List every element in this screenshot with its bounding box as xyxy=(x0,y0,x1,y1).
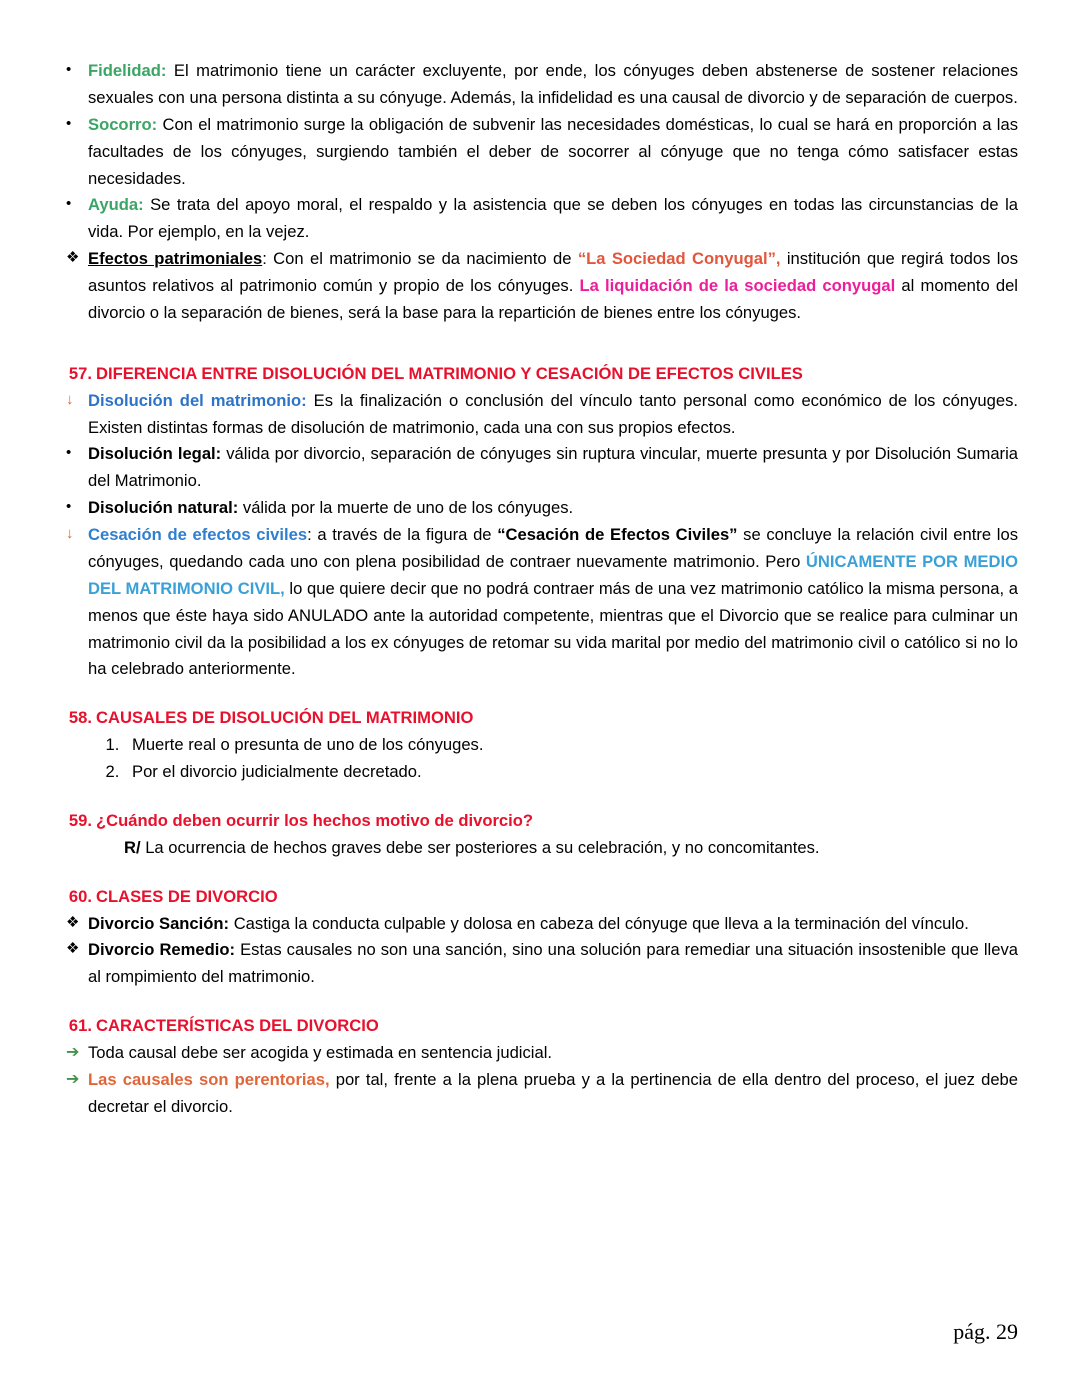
list-item xyxy=(62,192,1018,246)
term-label: Las causales son perentorias, xyxy=(88,1069,330,1089)
page-number-footer: pág. 29 xyxy=(953,1319,1018,1344)
answer-label: R/ xyxy=(124,837,141,857)
question-number: 57. xyxy=(68,363,92,383)
diamond-bullet-icon: ❖ xyxy=(66,913,80,931)
term-label: Disolución natural: xyxy=(88,498,239,518)
spacer xyxy=(62,786,1018,808)
term-label: Divorcio Sanción: xyxy=(88,913,230,933)
list-item xyxy=(62,246,1018,327)
highlighted-text: ÚNICAMENTE POR MEDIO DEL MATRIMONIO CIVIL, xyxy=(88,551,1018,598)
term-text: Es la finalización o conclusión del vínculo tanto personal como económico de los cónyuges. Existen distintas formas de disolución de matrimonio, cada una con sus propios efectos. xyxy=(88,390,1018,437)
arrow-down-icon: ↓ xyxy=(66,525,74,542)
question-number: 61. xyxy=(68,1016,92,1036)
efectos-patrimoniales-list xyxy=(62,246,1018,327)
list-item xyxy=(62,1040,1018,1067)
term-label: Fidelidad: xyxy=(88,61,167,80)
term-text-1: : Con el matrimonio se da nacimiento de xyxy=(262,249,578,269)
spacer xyxy=(62,991,1018,1013)
arrow-right-icon: ➔ xyxy=(66,1044,80,1061)
term-text: Con el matrimonio surge la obligación de subvenir las necesidades domésticas, lo cual se hará en proporción a las facultades de los cónyuges, surgiendo también el deber de socorrer al cónyuge que no tenga cómo satisfacer estas necesidades. xyxy=(88,114,1018,188)
list-item xyxy=(62,58,1018,112)
term-text: Toda causal debe ser acogida y estimada en sentencia judicial. xyxy=(88,1043,552,1062)
term-text: Castiga la conducta culpable y dolosa en cabeza del cónyuge que lleva a la terminación del vínculo. xyxy=(229,913,969,933)
list-item: 1. Muerte real o presunta de uno de los cónyuges. xyxy=(124,732,1018,759)
list-item xyxy=(62,937,1018,991)
term-label: Divorcio Remedio: xyxy=(88,940,236,960)
question-title: DIFERENCIA ENTRE DISOLUCIÓN DEL MATRIMONIO Y CESACIÓN DE EFECTOS CIVILES xyxy=(96,363,803,383)
term-label: Disolución legal: xyxy=(88,444,222,464)
list-item xyxy=(62,441,1018,495)
question-heading-57 xyxy=(62,361,1018,388)
question-heading-59 xyxy=(62,808,1018,835)
term-text: válida por divorcio, separación de cónyuges sin ruptura vincular, muerte presunta y por Disolución Sumaria del Matrimonio. xyxy=(88,444,1018,491)
question-heading-60 xyxy=(62,884,1018,911)
q59-answer xyxy=(124,835,1018,862)
page-content xyxy=(62,58,1018,1121)
term-text-2: se concluye la relación civil entre los cónyuges, quedando cada uno con plena posibilidad de contraer nuevamente matrimonio. Pero xyxy=(88,525,1019,571)
q58-numbered-list xyxy=(62,732,1018,786)
diamond-bullet-icon: ❖ xyxy=(66,940,80,958)
question-title: ¿Cuándo deben ocurrir los hechos motivo de divorcio? xyxy=(96,810,534,830)
term-text-3: lo que quiere decir que no podrá contraer más de una vez matrimonio católico la misma persona, a menos que éste haya sido ANULADO ante la autoridad competente, mientras que el Divorcio que se realice para culminar un matrimonio civil da la posibilidad a los ex cónyuges de retomar su vida marital por medio del matrimonio civil o católico si no lo ha celebrado anteriormente. xyxy=(88,578,1018,679)
bullet-dot-icon: • xyxy=(66,61,72,78)
term-text: válida por la muerte de uno de los cónyuges. xyxy=(238,498,574,518)
highlighted-text: La liquidación de la sociedad conyugal xyxy=(579,276,896,295)
list-item xyxy=(62,112,1018,193)
list-item: 2. Por el divorcio judicialmente decretado. xyxy=(124,759,1018,786)
answer-text: La ocurrencia de hechos graves debe ser posteriores a su celebración, y no concomitantes. xyxy=(140,837,820,857)
list-item xyxy=(62,1067,1018,1121)
term-label: Socorro: xyxy=(88,114,158,134)
term-text: Estas causales no son una sanción, sino una solución para remediar una situación insostenible que lleva al rompimiento del matrimonio. xyxy=(88,940,1018,987)
term-text-2: institución que regirá todos los asuntos relativos al patrimonio común y propio de los cónyuges. xyxy=(88,249,1018,295)
arrow-right-icon: ➔ xyxy=(66,1070,80,1088)
term-label: Efectos patrimoniales xyxy=(88,249,263,269)
bullet-dot-icon: • xyxy=(66,114,72,132)
question-number: 60. xyxy=(68,886,92,906)
term-label: Disolución del matrimonio: xyxy=(88,390,307,410)
term-text-3: al momento del divorcio o la separación de bienes, será la base para la repartición de bienes entre los cónyuges. xyxy=(88,276,1018,322)
arrow-down-icon: ↓ xyxy=(66,390,74,408)
diamond-bullet-icon: ❖ xyxy=(66,249,80,267)
question-heading-58 xyxy=(62,705,1018,732)
term-text: por tal, frente a la plena prueba y a la pertinencia de ella dentro del proceso, el juez debe decretar el divorcio. xyxy=(88,1069,1019,1116)
list-item xyxy=(62,388,1018,442)
term-text: Se trata del apoyo moral, el respaldo y la asistencia que se deben los cónyuges en todas las circunstancias de la vida. Por ejemplo, en la vejez. xyxy=(88,195,1018,242)
spacer xyxy=(62,862,1018,884)
term-text: El matrimonio tiene un carácter excluyente, por ende, los cónyuges deben abstenerse de sostener relaciones sexuales con una persona distinta a su cónyuge. Además, la infidelidad es una causal de divorcio y de separación de cuerpos. xyxy=(88,61,1018,107)
term-label: Ayuda: xyxy=(88,195,144,215)
list-item xyxy=(62,495,1018,522)
bullet-dot-icon: • xyxy=(66,444,72,462)
spacer xyxy=(62,327,1018,361)
question-number: 58. xyxy=(68,708,92,728)
question-title: CAUSALES DE DISOLUCIÓN DEL MATRIMONIO xyxy=(96,708,474,728)
list-item xyxy=(62,911,1018,938)
q57-item-list xyxy=(62,388,1018,684)
q60-item-list xyxy=(62,911,1018,992)
quoted-text: “Cesación de Efectos Civiles” xyxy=(497,525,738,544)
term-text-1: : a través de la figura de xyxy=(307,525,498,544)
q61-item-list xyxy=(62,1040,1018,1121)
quoted-text: “La Sociedad Conyugal”, xyxy=(577,249,781,269)
question-number: 59. xyxy=(68,810,92,830)
question-heading-61 xyxy=(62,1013,1018,1040)
deberes-bullet-list xyxy=(62,58,1018,246)
bullet-dot-icon: • xyxy=(66,195,72,213)
bullet-dot-icon: • xyxy=(66,498,72,516)
term-label: Cesación de efectos civiles xyxy=(88,525,308,544)
question-title: CARACTERÍSTICAS DEL DIVORCIO xyxy=(96,1016,379,1036)
list-item-cesacion xyxy=(62,522,1018,683)
question-title: CLASES DE DIVORCIO xyxy=(96,886,278,906)
spacer xyxy=(62,683,1018,705)
